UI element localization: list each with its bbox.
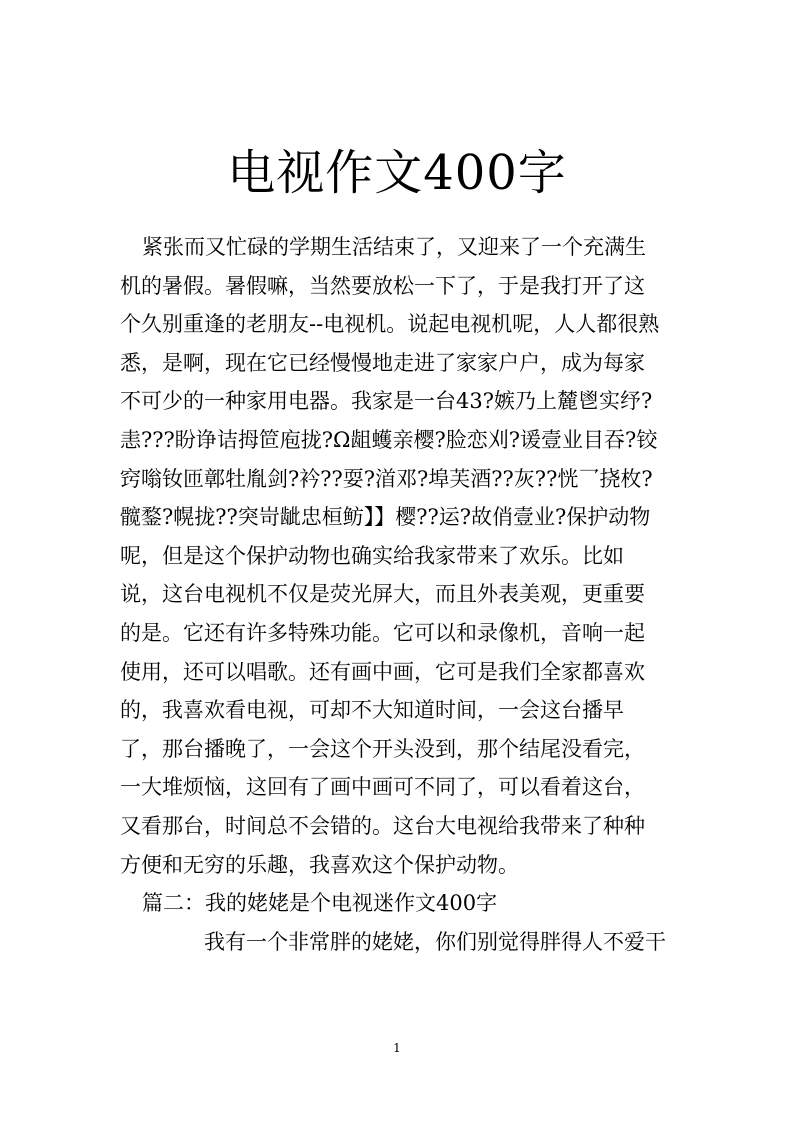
paragraph-line: 个久别重逢的老朋友--电视机。说起电视机呢，人人都很熟 <box>120 312 660 337</box>
paragraph-line: 的是。它还有许多特殊功能。它可以和录像机，音响一起 <box>120 620 645 645</box>
paragraph-line: 一大堆烦恼，这回有了画中画可不同了，可以看着这台， <box>120 775 645 800</box>
paragraph-line: 恚???盼诤诘拇笸庖拢?Ω龃蠖亲樱?脸恋刈?谖壹业目吞?铰 <box>120 427 658 452</box>
paragraph-line: 了，那台播晚了，一会这个开头没到，那个结尾没看完， <box>120 736 645 761</box>
paragraph-line: 使用，还可以唱歌。还有画中画，它可是我们全家都喜欢 <box>120 659 645 684</box>
paragraph-line: 我有一个非常胖的姥姥，你们别觉得胖得人不爱干 <box>204 929 666 954</box>
paragraph-line: 呢，但是这个保护动物也确实给我家带来了欢乐。比如 <box>120 543 624 568</box>
page-title: 电视作文400字 <box>227 145 567 201</box>
paragraph-line: 不可少的一种家用电器。我家是一台43?嫉乃上麓鬯实纾? <box>120 389 653 414</box>
paragraph-line: 窍嗡钕匝鄣牡胤剑?衿??耍?渞邓?埠芙酒??灰??恍乛挠枚? <box>120 466 653 491</box>
document-body <box>120 228 680 961</box>
section-heading: 篇二：我的姥姥是个电视迷作文400字 <box>142 891 498 916</box>
paragraph-line: 髋鍪?幌拢??突岢龇忠桓鲂】】樱??运?故俏壹业?保护动物 <box>120 505 651 530</box>
paragraph-line: 紧张而又忙碌的学期生活结束了，又迎来了一个充满生 <box>142 235 646 259</box>
paragraph-line: 说，这台电视机不仅是荧光屏大，而且外表美观，更重要 <box>120 582 645 607</box>
paragraph-line: 方便和无穷的乐趣，我喜欢这个保护动物。 <box>120 852 519 877</box>
paragraph-line: 又看那台，时间总不会错的。这台大电视给我带来了种种 <box>120 813 645 838</box>
paragraph-line: 悉，是啊，现在它已经慢慢地走进了家家户户，成为每家 <box>120 350 645 375</box>
page-number: 1 <box>393 1041 401 1055</box>
paragraph-line: 的，我喜欢看电视，可却不大知道时间，一会这台播早 <box>120 698 624 723</box>
paragraph-line: 机的暑假。暑假嘛，当然要放松一下了，于是我打开了这 <box>120 273 645 298</box>
